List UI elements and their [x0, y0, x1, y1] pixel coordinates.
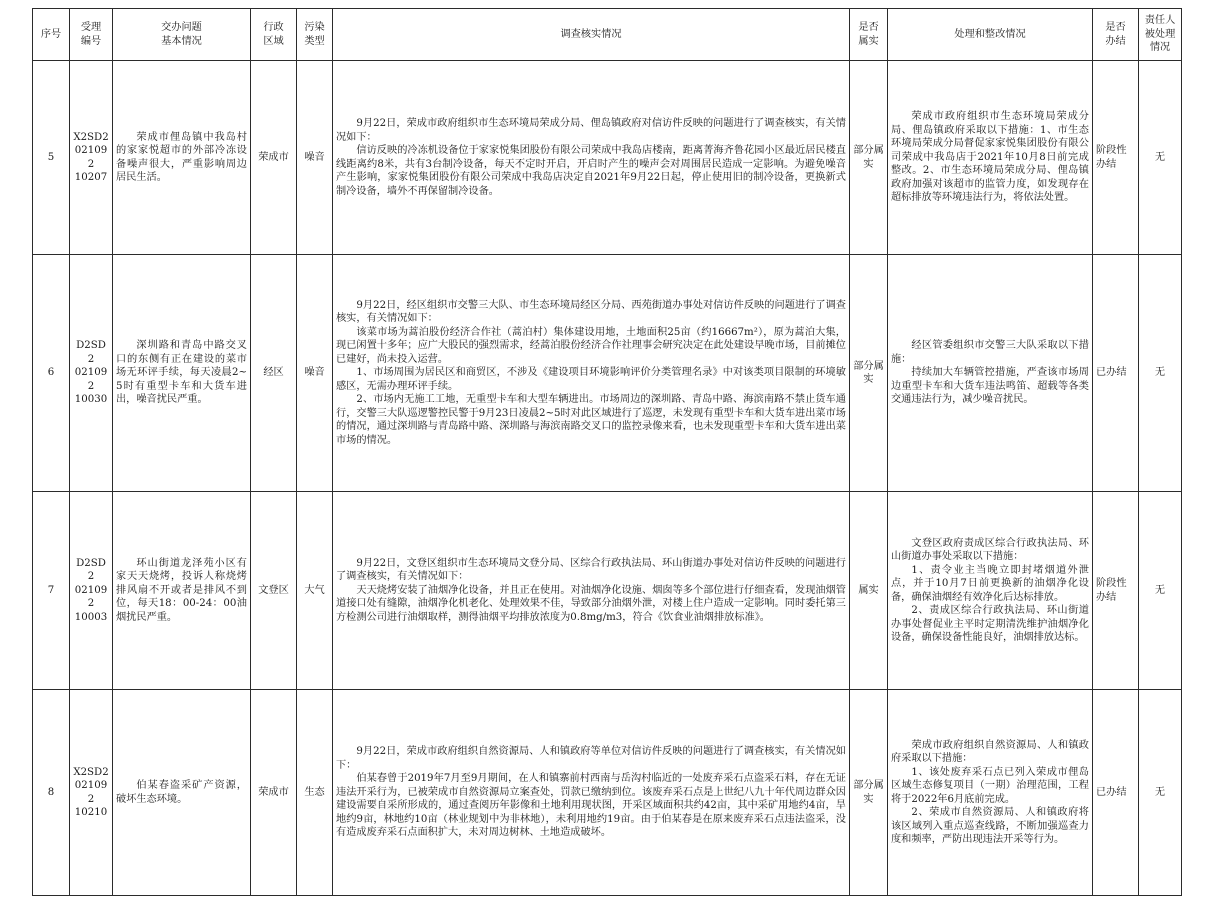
header-pollution-type: 污染 类型	[297, 9, 333, 61]
investigation-paragraph: 9月22日，文登区组织市生态环境局文登分局、区综合行政执法局、环山街道办事处对信访件反映的问题进行了调查核实，有关情况如下：	[336, 557, 846, 583]
cell-region: 荣成市	[251, 690, 297, 896]
cell-issue: 荣成市俚岛镇中我岛村的家家悦超市的外部冷冻设备噪声很大，严重影响周边居民生活。	[113, 61, 251, 255]
cell-accountability: 无	[1139, 690, 1182, 896]
handling-paragraph: 荣成市政府组织自然资源局、人和镇政府采取以下措施：	[891, 739, 1089, 764]
handling-paragraph: 文登区政府责成区综合行政执法局、环山街道办事处采取以下措施：	[891, 537, 1089, 562]
cell-seq: 7	[33, 492, 70, 690]
header-region: 行政 区域	[251, 9, 297, 61]
cell-seq: 8	[33, 690, 70, 896]
investigation-paragraph: 9月22日，荣成市政府组织市生态环境局荣成分局、俚岛镇政府对信访件反映的问题进行了调查核实，有关情况如下：	[336, 118, 846, 143]
cell-id: X2SD2 021092 10210	[70, 690, 113, 896]
cell-handling	[888, 492, 1093, 690]
investigation-paragraph: 2、市场内无施工工地，无重型卡车和大型车辆进出。市场周边的深圳路、青岛中路、海滨南路不禁止货车通行，交警三大队巡逻警控民警于9月23日凌晨2~5时对此区域进行了巡逻，未发现有重型卡车和大货车进出菜市场的情况，通过深圳路与青岛路中路、深圳路与海滨南路交叉口的监控录像来看，也未发现重型卡车和大货车进出菜市场的情况。	[336, 394, 846, 446]
cell-seq: 5	[33, 61, 70, 255]
cell-pollution-type: 大气	[297, 492, 333, 690]
cell-handling	[888, 690, 1093, 896]
cell-issue: 环山街道龙泽苑小区有家天天烧烤，投诉人称烧烤排风扇不开或者是排风不到位，每天18：00-24：00油烟扰民严重。	[113, 492, 251, 690]
table-row	[33, 255, 1182, 492]
cell-verified: 属实	[850, 492, 888, 690]
table-row	[33, 61, 1182, 255]
handling-paragraph: 1、该处废弃采石点已列入荣成市俚岛区域生态修复项目（一期）治理范围，工程将于2022年6月底前完成。	[891, 766, 1089, 805]
header-id: 受理 编号	[70, 9, 113, 61]
cell-pollution-type: 噪音	[297, 61, 333, 255]
cell-closed: 阶段性办结	[1093, 61, 1139, 255]
handling-paragraph: 持续加大车辆管控措施，严查该市场周边重型卡车和大货车违法鸣笛、超载等各类交通违法行为，减少噪音扰民。	[891, 367, 1089, 406]
investigation-paragraph: 天天烧烤安装了油烟净化设备，并且正在使用。对油烟净化设施、烟囱等多个部位进行仔细查看，发现油烟管道接口处有缝隙，油烟净化机老化、处理效果不佳，导致部分油烟外泄，对楼上住户造成一定影响。同时委托第三方检测公司进行油烟取样，测得油烟平均排放浓度为0.8mg/m3，符合《饮食业油烟排放标准》。	[336, 584, 846, 623]
cell-id: X2SD2 021092 10207	[70, 61, 113, 255]
cell-issue: 深圳路和青岛中路交叉口的东侧有正在建设的菜市场无环评手续，每天凌晨2~5时有重型卡车和大货车进出，噪音扰民严重。	[113, 255, 251, 492]
cell-closed: 已办结	[1093, 255, 1139, 492]
cell-verified: 部分属实	[850, 255, 888, 492]
investigation-paragraph: 9月22日，荣成市政府组织自然资源局、人和镇政府等单位对信访件反映的问题进行了调查核实，有关情况如下：	[336, 746, 846, 771]
handling-paragraph: 2、荣成市自然资源局、人和镇政府将该区域列入重点巡查线路，不断加强巡查力度和频率，严防出现违法开采等行为。	[891, 807, 1089, 845]
cell-region: 经区	[251, 255, 297, 492]
table-row	[33, 690, 1182, 896]
investigation-paragraph: 该菜市场为蒿泊股份经济合作社（蒿泊村）集体建设用地，土地面积25亩（约16667m²），原为蒿泊大集，现已闲置十多年；应广大股民的强烈需求，经蒿泊股份经济合作社理事会研究决定在此处建设早晚市场，目前摊位已建好，尚未投入运营。	[336, 326, 846, 365]
investigation-paragraph: 9月22日，经区组织市交警三大队、市生态环境局经区分局、西苑街道办事处对信访件反映的问题进行了调查核实，有关情况如下：	[336, 299, 846, 325]
cell-verified: 部分属实	[850, 690, 888, 896]
header-accountability: 责任人 被处理 情况	[1139, 9, 1182, 61]
cell-investigation	[333, 255, 850, 492]
cell-issue: 伯某春盗采矿产资源，破坏生态环境。	[113, 690, 251, 896]
cell-accountability: 无	[1139, 255, 1182, 492]
header-closed: 是否 办结	[1093, 9, 1139, 61]
cell-closed: 已办结	[1093, 690, 1139, 896]
investigation-paragraph: 伯某春曾于2019年7月至9月期间，在人和镇寨前村西南与岳沟村临近的一处废弃采石点盗采石料，存在无证违法开采行为，已被荣成市自然资源局立案查处，罚款已缴纳到位。该废弃采石点是上世纪八九十年代周边群众因建设需要自采所形成的，通过查阅历年影像和土地利用现状图，开采区域面积共约42亩，其中采矿用地约4亩，旱地约9亩，林地约10亩（林业规划中为非林地），未利用地约19亩。由于伯某春是在原来废弃采石点违法盗采，没有造成废弃采石点面积扩大，未对周边树林、土地造成破坏。	[336, 773, 846, 839]
cell-region: 荣成市	[251, 61, 297, 255]
cell-region: 文登区	[251, 492, 297, 690]
cell-handling	[888, 61, 1093, 255]
cell-pollution-type: 生态	[297, 690, 333, 896]
header-seq: 序号	[33, 9, 70, 61]
header-verified: 是否 属实	[850, 9, 888, 61]
cell-pollution-type: 噪音	[297, 255, 333, 492]
cell-investigation	[333, 690, 850, 896]
cell-id: D2SD2 021092 10003	[70, 492, 113, 690]
cell-verified: 部分属实	[850, 61, 888, 255]
header-handling: 处理和整改情况	[888, 9, 1093, 61]
table-row	[33, 492, 1182, 690]
complaint-handling-table	[32, 8, 1182, 896]
cell-accountability: 无	[1139, 492, 1182, 690]
header-investigation: 调查核实情况	[333, 9, 850, 61]
header-issue: 交办问题 基本情况	[113, 9, 251, 61]
cell-handling	[888, 255, 1093, 492]
investigation-paragraph: 信访反映的冷冻机设备位于家家悦集团股份有限公司荣成中我岛店楼南，距离菁海齐鲁花园小区最近居民楼直线距离约8米，共有3台制冷设备，每天不定时开启，开启时产生的噪声会对周围居民造成一定影响。为避免噪音产生影响，家家悦集团股份有限公司荣成中我岛店决定自2021年9月22日起，停止使用旧的制冷设备，更换新式制冷设备，墙外不再保留制冷设备。	[336, 145, 846, 197]
cell-investigation	[333, 492, 850, 690]
handling-paragraph: 经区管委组织市交警三大队采取以下措施：	[891, 340, 1089, 365]
handling-paragraph: 2、责成区综合行政执法局、环山街道办事处督促业主平时定期清洗维护油烟净化设备，确保设备性能良好，油烟排放达标。	[891, 605, 1089, 643]
table-header-row	[33, 9, 1182, 61]
cell-seq: 6	[33, 255, 70, 492]
handling-paragraph: 1、责令业主当晚立即封堵烟道外泄点，并于10月7日前更换新的油烟净化设备，确保油烟经有效净化后达标排放。	[891, 564, 1089, 603]
investigation-paragraph: 1、市场周围为居民区和商贸区，不涉及《建设项目环境影响评价分类管理名录》中对该类项目限制的环境敏感区，无需办理环评手续。	[336, 367, 846, 392]
cell-closed: 阶段性办结	[1093, 492, 1139, 690]
cell-accountability: 无	[1139, 61, 1182, 255]
cell-id: D2SD2 021092 10030	[70, 255, 113, 492]
handling-paragraph: 荣成市政府组织市生态环境局荣成分局、俚岛镇政府采取以下措施：1、市生态环境局荣成分局督促家家悦集团股份有限公司荣成中我岛店于2021年10月8日前完成整改。2、市生态环境局荣成分局、俚岛镇政府加强对该超市的监管力度，如发现存在超标排放等环境违法行为，将依法处置。	[891, 111, 1089, 204]
cell-investigation	[333, 61, 850, 255]
